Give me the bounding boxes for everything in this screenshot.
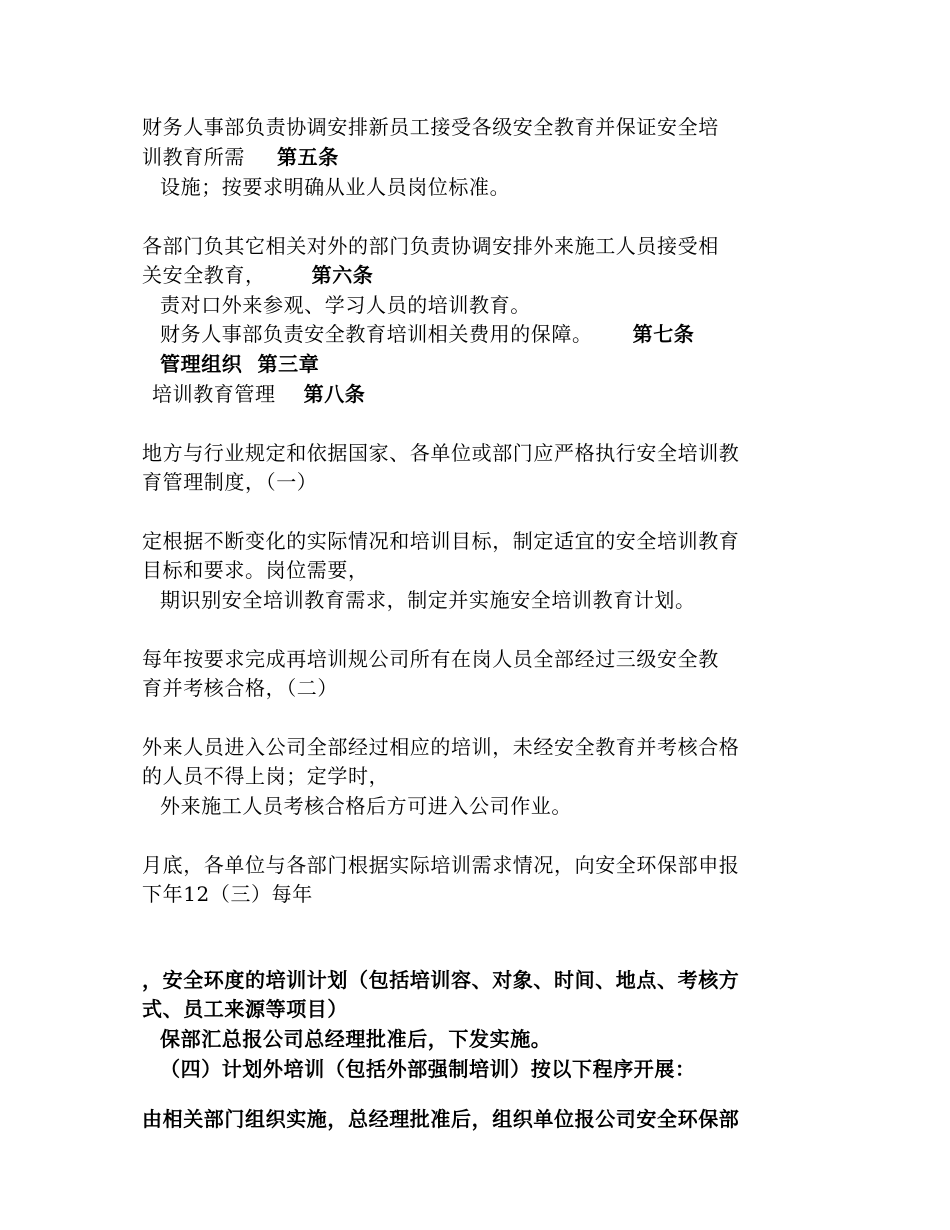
line-text: ，安全环度的培训计划（包括培训容、对象、时间、地点、考核方 xyxy=(142,968,740,992)
body-line xyxy=(152,380,365,408)
line-text: 的人员不得上岗；定学时， xyxy=(142,764,390,788)
body-line xyxy=(142,261,373,289)
body-line xyxy=(142,733,739,761)
body-line xyxy=(142,232,719,260)
body-line xyxy=(160,173,510,201)
body-line xyxy=(142,439,739,467)
body-line xyxy=(142,143,339,171)
line-text: 财务人事部负责协调安排新员工接受各级安全教育并保证安全培 xyxy=(142,115,719,139)
line-text: 关安全教育， xyxy=(142,263,266,287)
article-heading: 第七条 xyxy=(632,322,695,346)
line-text: 期识别安全培训教育需求，制定并实施安全培训教育计划。 xyxy=(160,588,696,612)
line-text: （四）计划外培训（包括外部强制培训）按以下程序开展： xyxy=(160,1057,696,1081)
line-text: 目标和要求。岗位需要， xyxy=(142,558,369,582)
line-text: 培训教育管理 xyxy=(152,382,276,406)
line-text: 管理组织 第三章 xyxy=(160,352,320,376)
body-line xyxy=(142,556,369,584)
line-text: 育并考核合格，（二） xyxy=(142,676,338,700)
article-heading: 第八条 xyxy=(303,382,366,406)
body-line-bold xyxy=(142,995,348,1023)
line-text: 地方与行业规定和依据国家、各单位或部门应严格执行安全培训教 xyxy=(142,441,740,465)
body-line xyxy=(142,527,739,555)
line-text: 式、员工来源等项目） xyxy=(142,997,348,1021)
body-line xyxy=(160,586,696,614)
body-line xyxy=(160,320,694,348)
body-line xyxy=(142,468,317,496)
body-line xyxy=(142,674,338,702)
line-text: 外来人员进入公司全部经过相应的培训，未经安全教育并考核合格 xyxy=(142,735,740,759)
body-line-bold xyxy=(160,1055,696,1083)
line-text: 育管理制度，（一） xyxy=(142,470,318,494)
line-text: 下年12（三）每年 xyxy=(142,882,313,906)
article-heading: 第六条 xyxy=(311,263,374,287)
line-text: 定根据不断变化的实际情况和培训目标，制定适宜的安全培训教育 xyxy=(142,529,740,553)
chapter-heading xyxy=(160,350,319,378)
body-line xyxy=(142,851,739,879)
line-text: 财务人事部负责安全教育培训相关费用的保障。 xyxy=(160,322,593,346)
body-line xyxy=(160,291,531,319)
body-line xyxy=(160,792,572,820)
line-text: 各部门负其它相关对外的部门负责协调安排外来施工人员接受相 xyxy=(142,234,719,258)
line-text: 责对口外来参观、学习人员的培训教育。 xyxy=(160,293,531,317)
body-line xyxy=(142,113,719,141)
line-text: 每年按要求完成再培训规公司所有在岗人员全部经过三级安全教 xyxy=(142,647,719,671)
article-heading: 第五条 xyxy=(277,145,339,169)
line-text: 月底，各单位与各部门根据实际培训需求情况，向安全环保部申报 xyxy=(142,853,740,877)
line-text: 由相关部门组织实施，总经理批准后，组织单位报公司安全环保部 xyxy=(142,1107,740,1131)
body-line-bold xyxy=(142,966,739,994)
body-line-bold xyxy=(142,1105,739,1133)
body-line xyxy=(142,645,719,673)
line-text: 设施；按要求明确从业人员岗位标准。 xyxy=(160,175,511,199)
body-line-bold xyxy=(160,1025,551,1053)
body-line xyxy=(142,880,313,908)
line-text: 保部汇总报公司总经理批准后，下发实施。 xyxy=(160,1027,552,1051)
line-text: 训教育所需 xyxy=(142,145,245,169)
line-text: 外来施工人员考核合格后方可进入公司作业。 xyxy=(160,794,572,818)
body-line xyxy=(142,762,389,790)
